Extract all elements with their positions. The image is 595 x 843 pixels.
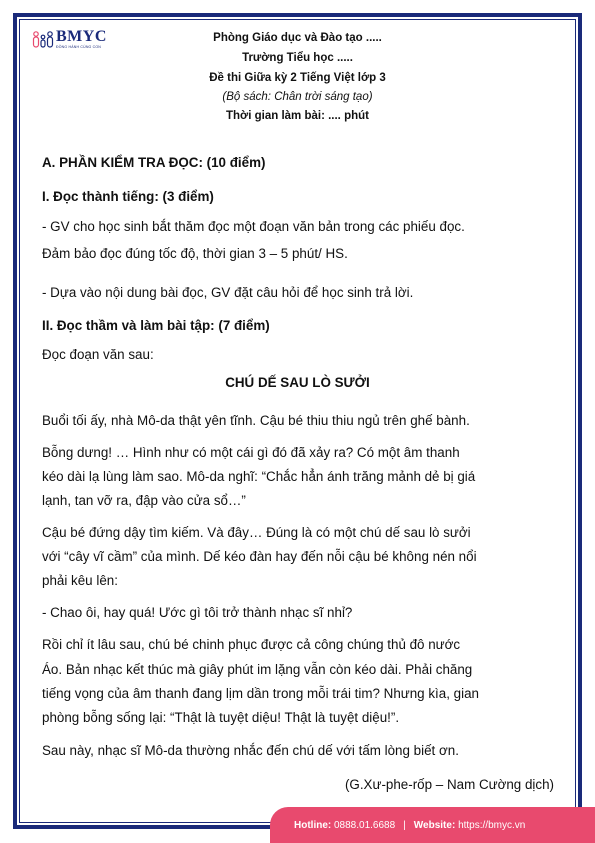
header-duration: Thời gian làm bài: .... phút: [226, 110, 369, 122]
story-line: Áo. Bản nhạc kết thúc mà giây phút im lặng vẫn còn kéo dài. Phải chăng: [42, 662, 473, 677]
hotline-number[interactable]: 0888.01.6688: [334, 819, 396, 831]
story-line: Sau này, nhạc sĩ Mô-da thường nhắc đến chú dế với tấm lòng biết ơn.: [42, 743, 459, 758]
story-line: tiếng vọng của âm thanh đang lịm dần trong mỗi trái tim? Nhưng kìa, gian: [42, 686, 479, 701]
story-line: lạnh, tan vỡ ra, đập vào cửa sổ…”: [42, 493, 246, 508]
contact-footer: [270, 807, 595, 843]
story-line: Rồi chỉ ít lâu sau, chú bé chinh phục được cả công chúng thủ đô nước: [42, 637, 461, 652]
part-1-heading: I. Đọc thành tiếng: (3 điểm): [42, 189, 214, 204]
paragraph-line: - GV cho học sinh bắt thăm đọc một đoạn văn bản trong các phiếu đọc.: [42, 219, 465, 234]
header-exam-title: Đề thi Giữa kỳ 2 Tiếng Việt lớp 3: [209, 72, 386, 84]
story-source: (G.Xư-phe-rốp – Nam Cường dịch): [344, 777, 554, 792]
reading-instruction: Đọc đoạn văn sau:: [42, 347, 154, 362]
section-a-heading: A. PHẦN KIỂM TRA ĐỌC: (10 điểm): [42, 155, 266, 170]
logo-name: BMYC: [56, 28, 107, 45]
story-line: Buổi tối ấy, nhà Mô-da thật yên tĩnh. Cậu bé thiu thiu ngủ trên ghế bành.: [42, 413, 470, 428]
website-link[interactable]: https://bmyc.vn: [458, 819, 526, 831]
logo-tagline: ĐỒNG HÀNH CÙNG CON: [56, 45, 102, 49]
story-line: với “cây vĩ cầm” của mình. Dế kéo đàn hay đến nỗi cậu bé không nén nổi: [42, 549, 477, 564]
story-line: phòng bỗng sống lại: “Thật là tuyệt diệu! Thật là tuyệt diệu!”.: [42, 710, 400, 725]
hotline-label: Hotline:: [294, 819, 332, 831]
story-line: Bỗng dưng! … Hình như có một cái gì đó đã xảy ra? Có một âm thanh: [42, 445, 460, 460]
story-line: phải kêu lên:: [42, 573, 118, 588]
header-department: Phòng Giáo dục và Đào tạo .....: [213, 32, 382, 44]
story-line: kéo dài lạ lùng làm sao. Mô-da nghĩ: “Chắc hẳn ánh trăng mảnh dẻ bị giá: [42, 469, 476, 484]
footer-separator: |: [403, 819, 406, 831]
story-title: CHÚ DẾ SAU LÒ SƯỞI: [225, 375, 370, 390]
header-book-series: (Bộ sách: Chân trời sáng tạo): [222, 91, 373, 103]
story-line: Cậu bé đứng dậy tìm kiếm. Và đây… Đúng là có một chú dế sau lò sưởi: [42, 525, 471, 540]
header-school: Trường Tiểu học .....: [242, 52, 353, 64]
paragraph-line: Đảm bảo đọc đúng tốc độ, thời gian 3 – 5 phút/ HS.: [42, 246, 348, 261]
part-2-heading: II. Đọc thầm và làm bài tập: (7 điểm): [42, 318, 270, 333]
website-label: Website:: [413, 819, 456, 831]
story-line: - Chao ôi, hay quá! Ước gì tôi trở thành nhạc sĩ nhỉ?: [42, 605, 353, 620]
story-body: [42, 0, 554, 842]
paragraph-line: - Dựa vào nội dung bài đọc, GV đặt câu hỏi để học sinh trả lời.: [42, 285, 414, 300]
